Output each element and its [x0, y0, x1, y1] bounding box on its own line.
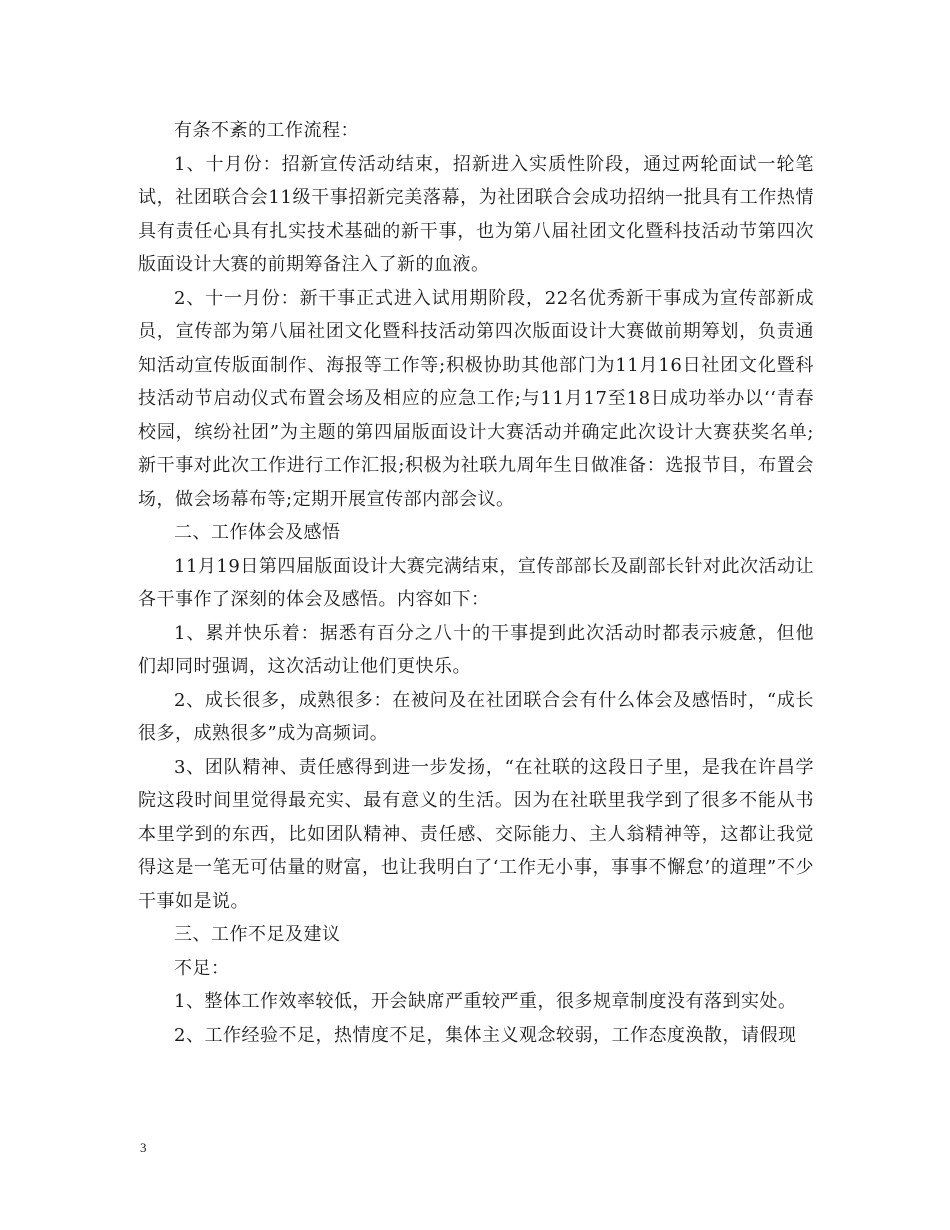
paragraph-november: 2、十一月份：新干事正式进入试用期阶段，22名优秀新干事成为宣传部新成员，宣传部为第八届社团文化暨科技活动第四次版面设计大赛做前期筹划，负责通知活动宣传版面制作、海报等工作等;积极协助其他部门为11月16日社团文化暨科技活动节启动仪式布置会场及相应的应急工作;与11月17至18日成功举办以‘‘青春校园，缤纷社团”为主题的第四届版面设计大赛活动并确定此次设计大赛获奖名单;新干事对此次工作进行工作汇报;积极为社联九周年生日做准备：选报节目，布置会场，做会场幕布等;定期开展宣传部内部会议。: [138, 287, 814, 510]
paragraph-shortcomings-label: 不足：: [174, 957, 230, 979]
page-number: 3: [140, 1140, 147, 1155]
section-heading-shortcomings: 三、工作不足及建议: [174, 924, 341, 945]
paragraph-tired-but-happy: 1、累并快乐着：据悉有百分之八十的干事提到此次活动时都表示疲惫，但他们却同时强调，这次活动让他们更快乐。: [138, 622, 814, 677]
paragraph-shortcoming-2: 2、工作经验不足，热情度不足，集体主义观念较弱，工作态度涣散，请假现: [174, 1024, 797, 1046]
paragraph-team-spirit: 3、团队精神、责任感得到进一步发扬，“在社联的这段日子里，是我在许昌学院这段时间里觉得最充实、最有意义的生活。因为在社联里我学到了很多不能从书本里学到的东西，比如团队精神、责任感、交际能力、主人翁精神等，这都让我觉得这是一笔无可估量的财富，也让我明白了‘工作无小事，事事不懈怠’的道理”不少干事如是说。: [138, 756, 814, 912]
document-body: [138, 114, 814, 1052]
section-heading-experience: 二、工作体会及感悟: [174, 522, 341, 543]
paragraph-workflow-heading: 有条不紊的工作流程：: [174, 120, 359, 141]
paragraph-growth: 2、成长很多，成熟很多：在被问及在社团联合会有什么体会及感悟时，“成长很多，成熟很多”成为高频词。: [138, 689, 814, 744]
paragraph-contest-summary: 11月19日第四届版面设计大赛完满结束，宣传部部长及副部长针对此次活动让各干事作了深刻的体会及感悟。内容如下：: [138, 555, 814, 610]
paragraph-shortcoming-1: 1、整体工作效率较低，开会缺席严重较严重，很多规章制度没有落到实处。: [174, 991, 797, 1012]
paragraph-october: 1、十月份：招新宣传活动结束，招新进入实质性阶段，通过两轮面试一轮笔试，社团联合会11级干事招新完美落幕，为社团联合会成功招纳一批具有工作热情具有责任心具有扎实技术基础的新干事，也为第八届社团文化暨科技活动节第四次版面设计大赛的前期筹备注入了新的血液。: [138, 153, 814, 275]
